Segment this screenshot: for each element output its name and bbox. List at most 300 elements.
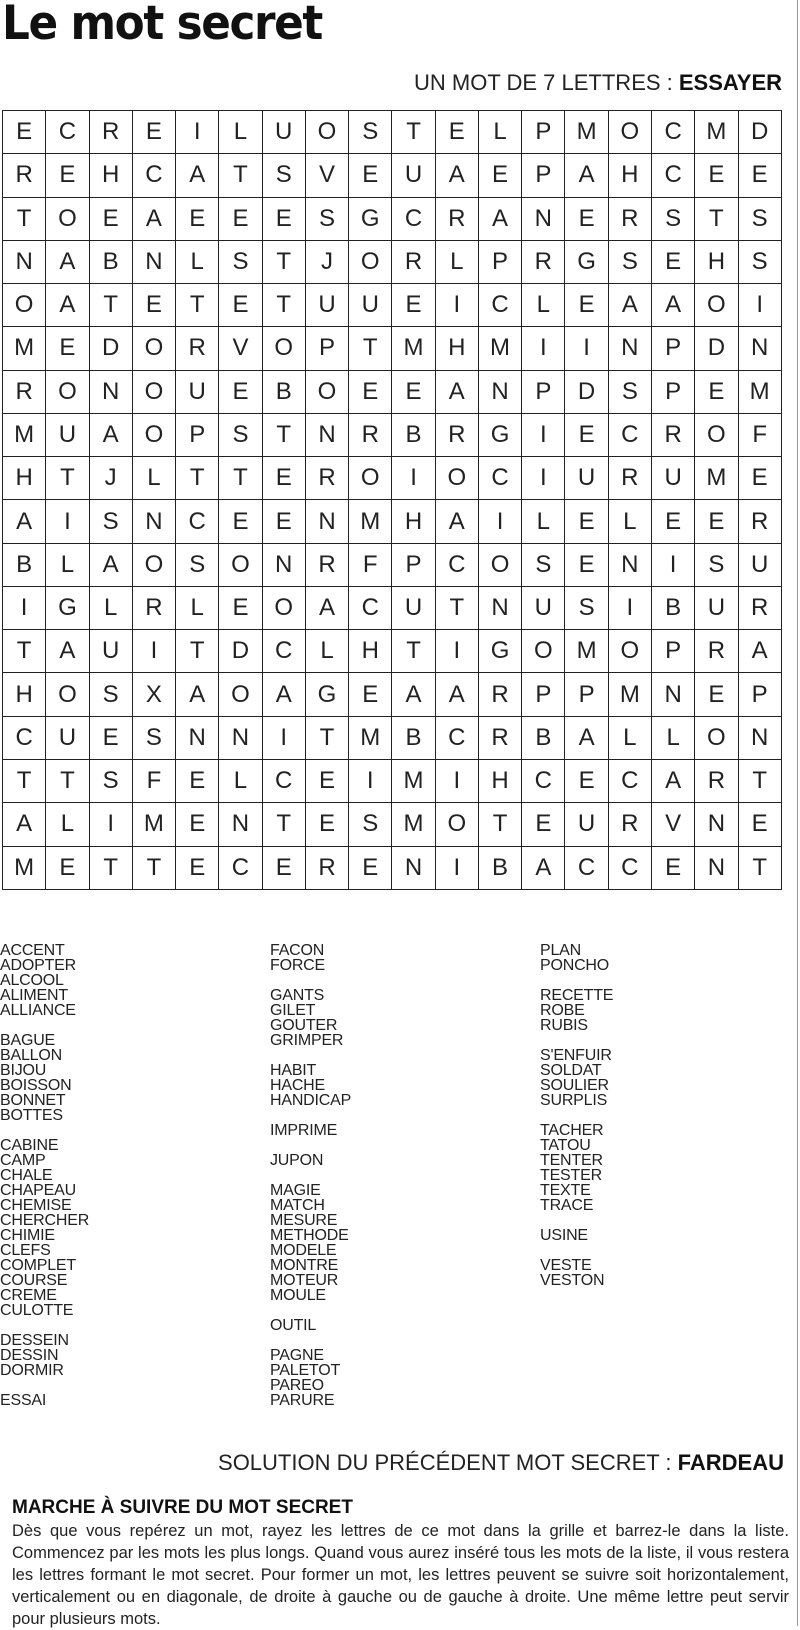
grid-cell[interactable]: O bbox=[263, 327, 306, 370]
word-list-item[interactable]: METHODE bbox=[270, 1227, 349, 1244]
grid-cell[interactable]: M bbox=[609, 673, 652, 716]
grid-cell[interactable]: M bbox=[349, 500, 392, 543]
grid-cell[interactable]: L bbox=[46, 544, 89, 587]
word-list-item[interactable]: USINE bbox=[540, 1227, 588, 1244]
grid-cell[interactable]: E bbox=[349, 371, 392, 414]
grid-cell[interactable]: R bbox=[479, 717, 522, 760]
grid-cell[interactable]: C bbox=[263, 630, 306, 673]
grid-cell[interactable]: M bbox=[392, 803, 435, 846]
grid-cell[interactable]: O bbox=[609, 111, 652, 154]
grid-cell[interactable]: R bbox=[133, 587, 176, 630]
word-list-item[interactable]: IMPRIME bbox=[270, 1122, 338, 1139]
grid-cell[interactable]: N bbox=[695, 803, 738, 846]
grid-cell[interactable]: R bbox=[392, 241, 435, 284]
grid-cell[interactable]: E bbox=[565, 760, 608, 803]
grid-cell[interactable]: U bbox=[392, 587, 435, 630]
word-list-item[interactable]: ALIMENT bbox=[0, 987, 68, 1004]
grid-cell[interactable]: U bbox=[565, 457, 608, 500]
grid-cell[interactable]: V bbox=[652, 803, 695, 846]
grid-cell[interactable]: I bbox=[3, 587, 46, 630]
grid-cell[interactable]: A bbox=[565, 717, 608, 760]
grid-cell[interactable]: T bbox=[176, 284, 219, 327]
grid-cell[interactable]: O bbox=[349, 241, 392, 284]
word-list-item[interactable]: ROBE bbox=[540, 1002, 585, 1019]
grid-cell[interactable]: I bbox=[133, 630, 176, 673]
grid-cell[interactable]: C bbox=[133, 154, 176, 197]
grid-cell[interactable]: M bbox=[479, 327, 522, 370]
word-list-item[interactable]: HABIT bbox=[270, 1062, 317, 1079]
grid-cell[interactable]: E bbox=[739, 457, 782, 500]
word-list-item[interactable]: MATCH bbox=[270, 1197, 325, 1214]
grid-cell[interactable]: A bbox=[436, 673, 479, 716]
grid-cell[interactable]: R bbox=[306, 457, 349, 500]
grid-cell[interactable]: M bbox=[3, 847, 46, 890]
grid-cell[interactable]: N bbox=[133, 500, 176, 543]
grid-cell[interactable]: E bbox=[46, 847, 89, 890]
grid-cell[interactable]: O bbox=[695, 284, 738, 327]
grid-cell[interactable]: U bbox=[522, 587, 565, 630]
grid-cell[interactable]: R bbox=[695, 760, 738, 803]
grid-cell[interactable]: T bbox=[263, 414, 306, 457]
grid-cell[interactable]: R bbox=[609, 803, 652, 846]
grid-cell[interactable]: A bbox=[436, 154, 479, 197]
word-list-item[interactable]: GOUTER bbox=[270, 1017, 338, 1034]
grid-cell[interactable]: R bbox=[479, 673, 522, 716]
grid-cell[interactable]: P bbox=[652, 327, 695, 370]
grid-cell[interactable]: C bbox=[652, 111, 695, 154]
grid-cell[interactable]: D bbox=[219, 630, 262, 673]
grid-cell[interactable]: E bbox=[565, 500, 608, 543]
word-list-item[interactable]: MODELE bbox=[270, 1242, 337, 1259]
word-list-item[interactable]: JUPON bbox=[270, 1152, 324, 1169]
word-list-item[interactable]: ALLIANCE bbox=[0, 1002, 76, 1019]
grid-cell[interactable]: S bbox=[609, 241, 652, 284]
grid-cell[interactable]: L bbox=[176, 587, 219, 630]
word-list-item[interactable]: PLAN bbox=[540, 942, 581, 959]
word-list-item[interactable]: CLEFS bbox=[0, 1242, 51, 1259]
grid-cell[interactable]: S bbox=[133, 717, 176, 760]
grid-cell[interactable]: H bbox=[609, 154, 652, 197]
word-list-item[interactable]: MESURE bbox=[270, 1212, 338, 1229]
grid-cell[interactable]: E bbox=[219, 198, 262, 241]
grid-cell[interactable]: U bbox=[46, 414, 89, 457]
word-list-item[interactable]: COURSE bbox=[0, 1272, 68, 1289]
grid-cell[interactable]: T bbox=[219, 457, 262, 500]
grid-cell[interactable]: E bbox=[565, 284, 608, 327]
grid-cell[interactable]: E bbox=[46, 154, 89, 197]
grid-cell[interactable]: A bbox=[3, 500, 46, 543]
grid-cell[interactable]: R bbox=[306, 544, 349, 587]
grid-cell[interactable]: I bbox=[436, 630, 479, 673]
grid-cell[interactable]: B bbox=[263, 371, 306, 414]
grid-cell[interactable]: E bbox=[176, 198, 219, 241]
word-list-item[interactable]: S'ENFUIR bbox=[540, 1047, 612, 1064]
grid-cell[interactable]: C bbox=[219, 847, 262, 890]
grid-cell[interactable]: T bbox=[263, 284, 306, 327]
grid-cell[interactable]: I bbox=[436, 760, 479, 803]
grid-cell[interactable]: E bbox=[263, 847, 306, 890]
grid-cell[interactable]: G bbox=[565, 241, 608, 284]
grid-cell[interactable]: M bbox=[3, 414, 46, 457]
grid-cell[interactable]: P bbox=[392, 544, 435, 587]
word-list-item[interactable]: SURPLIS bbox=[540, 1092, 608, 1109]
grid-cell[interactable]: S bbox=[565, 587, 608, 630]
word-list-item[interactable]: DESSEIN bbox=[0, 1332, 69, 1349]
grid-cell[interactable]: S bbox=[349, 111, 392, 154]
grid-cell[interactable]: E bbox=[349, 847, 392, 890]
word-list-item[interactable]: BONNET bbox=[0, 1092, 66, 1109]
grid-cell[interactable]: F bbox=[739, 414, 782, 457]
grid-cell[interactable]: I bbox=[349, 760, 392, 803]
word-list-item[interactable]: TENTER bbox=[540, 1152, 603, 1169]
word-list-item[interactable]: VESTON bbox=[540, 1272, 605, 1289]
word-list-item[interactable]: PARURE bbox=[270, 1392, 335, 1409]
grid-cell[interactable]: O bbox=[133, 327, 176, 370]
grid-cell[interactable]: E bbox=[219, 500, 262, 543]
grid-cell[interactable]: S bbox=[349, 803, 392, 846]
grid-cell[interactable]: I bbox=[565, 327, 608, 370]
grid-cell[interactable]: L bbox=[479, 111, 522, 154]
grid-cell[interactable]: U bbox=[306, 284, 349, 327]
grid-cell[interactable]: O bbox=[522, 630, 565, 673]
grid-cell[interactable]: E bbox=[695, 371, 738, 414]
grid-cell[interactable]: T bbox=[436, 587, 479, 630]
grid-cell[interactable]: R bbox=[609, 457, 652, 500]
grid-cell[interactable]: V bbox=[219, 327, 262, 370]
grid-cell[interactable]: G bbox=[479, 630, 522, 673]
grid-cell[interactable]: E bbox=[436, 111, 479, 154]
word-list-item[interactable]: MOTEUR bbox=[270, 1272, 339, 1289]
word-list-item[interactable]: RUBIS bbox=[540, 1017, 588, 1034]
grid-cell[interactable]: O bbox=[695, 717, 738, 760]
grid-cell[interactable]: N bbox=[219, 717, 262, 760]
grid-cell[interactable]: I bbox=[522, 327, 565, 370]
grid-cell[interactable]: T bbox=[133, 847, 176, 890]
word-list-item[interactable]: SOULIER bbox=[540, 1077, 609, 1094]
grid-cell[interactable]: S bbox=[306, 198, 349, 241]
grid-cell[interactable]: C bbox=[436, 717, 479, 760]
grid-cell[interactable]: O bbox=[609, 630, 652, 673]
grid-cell[interactable]: O bbox=[133, 544, 176, 587]
word-list-item[interactable]: ADOPTER bbox=[0, 957, 76, 974]
grid-cell[interactable]: R bbox=[739, 500, 782, 543]
grid-cell[interactable]: E bbox=[133, 284, 176, 327]
word-list-item[interactable]: PONCHO bbox=[540, 957, 610, 974]
grid-cell[interactable]: E bbox=[306, 803, 349, 846]
grid-cell[interactable]: I bbox=[436, 847, 479, 890]
grid-cell[interactable]: U bbox=[739, 544, 782, 587]
grid-cell[interactable]: U bbox=[90, 630, 133, 673]
grid-cell[interactable]: I bbox=[652, 544, 695, 587]
grid-cell[interactable]: D bbox=[565, 371, 608, 414]
grid-cell[interactable]: O bbox=[263, 587, 306, 630]
grid-cell[interactable]: L bbox=[176, 241, 219, 284]
grid-cell[interactable]: H bbox=[436, 327, 479, 370]
grid-cell[interactable]: R bbox=[176, 327, 219, 370]
grid-cell[interactable]: O bbox=[306, 371, 349, 414]
word-list-item[interactable]: RECETTE bbox=[540, 987, 614, 1004]
grid-cell[interactable]: N bbox=[652, 673, 695, 716]
grid-cell[interactable]: C bbox=[565, 847, 608, 890]
grid-cell[interactable]: I bbox=[46, 500, 89, 543]
word-list-item[interactable]: DORMIR bbox=[0, 1362, 64, 1379]
grid-cell[interactable]: T bbox=[739, 847, 782, 890]
grid-cell[interactable]: E bbox=[90, 717, 133, 760]
grid-cell[interactable]: S bbox=[176, 544, 219, 587]
grid-cell[interactable]: D bbox=[90, 327, 133, 370]
grid-cell[interactable]: C bbox=[46, 111, 89, 154]
grid-cell[interactable]: B bbox=[479, 847, 522, 890]
grid-cell[interactable]: E bbox=[176, 847, 219, 890]
grid-cell[interactable]: N bbox=[176, 717, 219, 760]
grid-cell[interactable]: S bbox=[522, 544, 565, 587]
grid-cell[interactable]: B bbox=[652, 587, 695, 630]
word-list-item[interactable]: OUTIL bbox=[270, 1317, 317, 1334]
grid-cell[interactable]: A bbox=[479, 198, 522, 241]
grid-cell[interactable]: H bbox=[392, 500, 435, 543]
grid-cell[interactable]: O bbox=[695, 414, 738, 457]
grid-cell[interactable]: M bbox=[392, 760, 435, 803]
grid-cell[interactable]: X bbox=[133, 673, 176, 716]
word-list-item[interactable]: GILET bbox=[270, 1002, 316, 1019]
grid-cell[interactable]: U bbox=[652, 457, 695, 500]
grid-cell[interactable]: L bbox=[46, 803, 89, 846]
grid-cell[interactable]: P bbox=[739, 673, 782, 716]
word-list-item[interactable]: ACCENT bbox=[0, 942, 65, 959]
word-list-item[interactable]: BOTTES bbox=[0, 1107, 63, 1124]
grid-cell[interactable]: S bbox=[219, 241, 262, 284]
grid-cell[interactable]: A bbox=[306, 587, 349, 630]
word-list-item[interactable]: PAREO bbox=[270, 1377, 324, 1394]
grid-cell[interactable]: L bbox=[133, 457, 176, 500]
grid-cell[interactable]: O bbox=[436, 457, 479, 500]
word-list-item[interactable]: FORCE bbox=[270, 957, 326, 974]
grid-cell[interactable]: A bbox=[46, 241, 89, 284]
grid-cell[interactable]: C bbox=[436, 544, 479, 587]
grid-cell[interactable]: U bbox=[263, 111, 306, 154]
grid-cell[interactable]: T bbox=[3, 198, 46, 241]
word-list-item[interactable]: HANDICAP bbox=[270, 1092, 352, 1109]
grid-cell[interactable]: A bbox=[392, 673, 435, 716]
word-list-item[interactable]: CHEMISE bbox=[0, 1197, 72, 1214]
grid-cell[interactable]: N bbox=[739, 327, 782, 370]
word-list-item[interactable]: MOULE bbox=[270, 1287, 326, 1304]
grid-cell[interactable]: E bbox=[565, 544, 608, 587]
grid-cell[interactable]: J bbox=[90, 457, 133, 500]
grid-cell[interactable]: E bbox=[565, 414, 608, 457]
grid-cell[interactable]: T bbox=[176, 457, 219, 500]
grid-cell[interactable]: L bbox=[522, 284, 565, 327]
grid-cell[interactable]: T bbox=[695, 198, 738, 241]
grid-cell[interactable]: I bbox=[392, 457, 435, 500]
grid-cell[interactable]: E bbox=[522, 803, 565, 846]
grid-cell[interactable]: A bbox=[90, 544, 133, 587]
grid-cell[interactable]: A bbox=[609, 284, 652, 327]
grid-cell[interactable]: N bbox=[219, 803, 262, 846]
grid-cell[interactable]: A bbox=[133, 198, 176, 241]
grid-cell[interactable]: E bbox=[306, 760, 349, 803]
grid-cell[interactable]: E bbox=[176, 803, 219, 846]
grid-cell[interactable]: A bbox=[263, 673, 306, 716]
grid-cell[interactable]: R bbox=[609, 198, 652, 241]
grid-cell[interactable]: T bbox=[176, 630, 219, 673]
word-list-item[interactable]: MAGIE bbox=[270, 1182, 321, 1199]
grid-cell[interactable]: T bbox=[263, 803, 306, 846]
grid-cell[interactable]: N bbox=[695, 847, 738, 890]
grid-cell[interactable]: N bbox=[263, 544, 306, 587]
word-list-item[interactable]: VESTE bbox=[540, 1257, 592, 1274]
grid-cell[interactable]: E bbox=[176, 760, 219, 803]
grid-cell[interactable]: E bbox=[739, 154, 782, 197]
grid-cell[interactable]: P bbox=[565, 673, 608, 716]
grid-cell[interactable]: U bbox=[349, 284, 392, 327]
grid-cell[interactable]: T bbox=[3, 630, 46, 673]
grid-cell[interactable]: O bbox=[133, 371, 176, 414]
grid-cell[interactable]: E bbox=[349, 673, 392, 716]
grid-cell[interactable]: C bbox=[349, 587, 392, 630]
word-list-item[interactable]: TACHER bbox=[540, 1122, 604, 1139]
grid-cell[interactable]: B bbox=[3, 544, 46, 587]
grid-cell[interactable]: N bbox=[306, 414, 349, 457]
grid-cell[interactable]: I bbox=[739, 284, 782, 327]
grid-cell[interactable]: U bbox=[565, 803, 608, 846]
grid-cell[interactable]: M bbox=[695, 457, 738, 500]
grid-cell[interactable]: E bbox=[652, 500, 695, 543]
grid-cell[interactable]: D bbox=[695, 327, 738, 370]
word-list-item[interactable]: ESSAI bbox=[0, 1392, 47, 1409]
grid-cell[interactable]: E bbox=[219, 587, 262, 630]
grid-cell[interactable]: A bbox=[176, 154, 219, 197]
grid-cell[interactable]: O bbox=[3, 284, 46, 327]
grid-cell[interactable]: G bbox=[479, 414, 522, 457]
grid-cell[interactable]: C bbox=[479, 457, 522, 500]
grid-cell[interactable]: N bbox=[3, 241, 46, 284]
grid-cell[interactable]: I bbox=[479, 500, 522, 543]
word-list-item[interactable]: TEXTE bbox=[540, 1182, 591, 1199]
grid-cell[interactable]: O bbox=[219, 673, 262, 716]
grid-cell[interactable]: M bbox=[133, 803, 176, 846]
grid-cell[interactable]: E bbox=[46, 327, 89, 370]
grid-cell[interactable]: S bbox=[263, 154, 306, 197]
word-list-item[interactable]: CHALE bbox=[0, 1167, 53, 1184]
word-list-item[interactable]: PAGNE bbox=[270, 1347, 324, 1364]
grid-cell[interactable]: S bbox=[90, 673, 133, 716]
grid-cell[interactable]: H bbox=[90, 154, 133, 197]
grid-cell[interactable]: O bbox=[479, 544, 522, 587]
grid-cell[interactable]: F bbox=[349, 544, 392, 587]
grid-cell[interactable]: N bbox=[392, 847, 435, 890]
grid-cell[interactable]: S bbox=[739, 241, 782, 284]
grid-cell[interactable]: V bbox=[306, 154, 349, 197]
grid-cell[interactable]: O bbox=[219, 544, 262, 587]
grid-cell[interactable]: E bbox=[479, 154, 522, 197]
grid-cell[interactable]: P bbox=[652, 371, 695, 414]
grid-cell[interactable]: E bbox=[739, 803, 782, 846]
grid-cell[interactable]: R bbox=[3, 154, 46, 197]
grid-cell[interactable]: I bbox=[176, 111, 219, 154]
grid-cell[interactable]: I bbox=[90, 803, 133, 846]
grid-cell[interactable]: E bbox=[695, 154, 738, 197]
grid-cell[interactable]: C bbox=[3, 717, 46, 760]
word-list-item[interactable]: TRACE bbox=[540, 1197, 594, 1214]
grid-cell[interactable]: P bbox=[522, 111, 565, 154]
grid-cell[interactable]: P bbox=[652, 630, 695, 673]
word-list-item[interactable]: ALCOOL bbox=[0, 972, 64, 989]
word-list-item[interactable]: FACON bbox=[270, 942, 325, 959]
grid-cell[interactable]: E bbox=[695, 673, 738, 716]
grid-cell[interactable]: L bbox=[90, 587, 133, 630]
grid-cell[interactable]: N bbox=[522, 198, 565, 241]
grid-cell[interactable]: R bbox=[652, 414, 695, 457]
grid-cell[interactable]: B bbox=[392, 414, 435, 457]
word-list-item[interactable]: GRIMPER bbox=[270, 1032, 344, 1049]
word-list-item[interactable]: BALLON bbox=[0, 1047, 62, 1064]
grid-cell[interactable]: M bbox=[695, 111, 738, 154]
grid-cell[interactable]: T bbox=[392, 630, 435, 673]
grid-cell[interactable]: S bbox=[652, 198, 695, 241]
grid-cell[interactable]: R bbox=[695, 630, 738, 673]
grid-cell[interactable]: H bbox=[3, 457, 46, 500]
grid-cell[interactable]: E bbox=[349, 154, 392, 197]
grid-cell[interactable]: A bbox=[652, 284, 695, 327]
grid-cell[interactable]: B bbox=[392, 717, 435, 760]
grid-cell[interactable]: E bbox=[392, 284, 435, 327]
grid-cell[interactable]: P bbox=[522, 673, 565, 716]
grid-cell[interactable]: C bbox=[652, 154, 695, 197]
grid-cell[interactable]: S bbox=[90, 760, 133, 803]
grid-cell[interactable]: C bbox=[263, 760, 306, 803]
grid-cell[interactable]: M bbox=[565, 111, 608, 154]
grid-cell[interactable]: T bbox=[479, 803, 522, 846]
grid-cell[interactable]: P bbox=[522, 371, 565, 414]
word-list-item[interactable]: BIJOU bbox=[0, 1062, 47, 1079]
grid-cell[interactable]: O bbox=[46, 198, 89, 241]
grid-cell[interactable]: T bbox=[219, 154, 262, 197]
grid-cell[interactable]: I bbox=[609, 587, 652, 630]
grid-cell[interactable]: N bbox=[739, 717, 782, 760]
grid-cell[interactable]: A bbox=[46, 630, 89, 673]
grid-cell[interactable]: R bbox=[739, 587, 782, 630]
grid-cell[interactable]: H bbox=[3, 673, 46, 716]
grid-cell[interactable]: E bbox=[652, 847, 695, 890]
word-list-item[interactable]: GANTS bbox=[270, 987, 325, 1004]
grid-cell[interactable]: A bbox=[90, 414, 133, 457]
grid-cell[interactable]: E bbox=[263, 198, 306, 241]
grid-cell[interactable]: P bbox=[306, 327, 349, 370]
grid-cell[interactable]: A bbox=[436, 500, 479, 543]
grid-cell[interactable]: J bbox=[306, 241, 349, 284]
grid-cell[interactable]: L bbox=[652, 717, 695, 760]
grid-cell[interactable]: P bbox=[522, 154, 565, 197]
grid-cell[interactable]: L bbox=[609, 717, 652, 760]
grid-cell[interactable]: G bbox=[349, 198, 392, 241]
grid-cell[interactable]: R bbox=[306, 847, 349, 890]
grid-cell[interactable]: B bbox=[522, 717, 565, 760]
grid-cell[interactable]: A bbox=[565, 154, 608, 197]
grid-cell[interactable]: S bbox=[609, 371, 652, 414]
grid-cell[interactable]: T bbox=[306, 717, 349, 760]
grid-cell[interactable]: C bbox=[176, 500, 219, 543]
word-list-item[interactable]: SOLDAT bbox=[540, 1062, 602, 1079]
grid-cell[interactable]: R bbox=[436, 198, 479, 241]
grid-cell[interactable]: N bbox=[479, 371, 522, 414]
grid-cell[interactable]: E bbox=[133, 111, 176, 154]
word-list-item[interactable]: TESTER bbox=[540, 1167, 602, 1184]
grid-cell[interactable]: L bbox=[306, 630, 349, 673]
grid-cell[interactable]: C bbox=[392, 198, 435, 241]
grid-cell[interactable]: A bbox=[522, 847, 565, 890]
grid-cell[interactable]: O bbox=[46, 371, 89, 414]
